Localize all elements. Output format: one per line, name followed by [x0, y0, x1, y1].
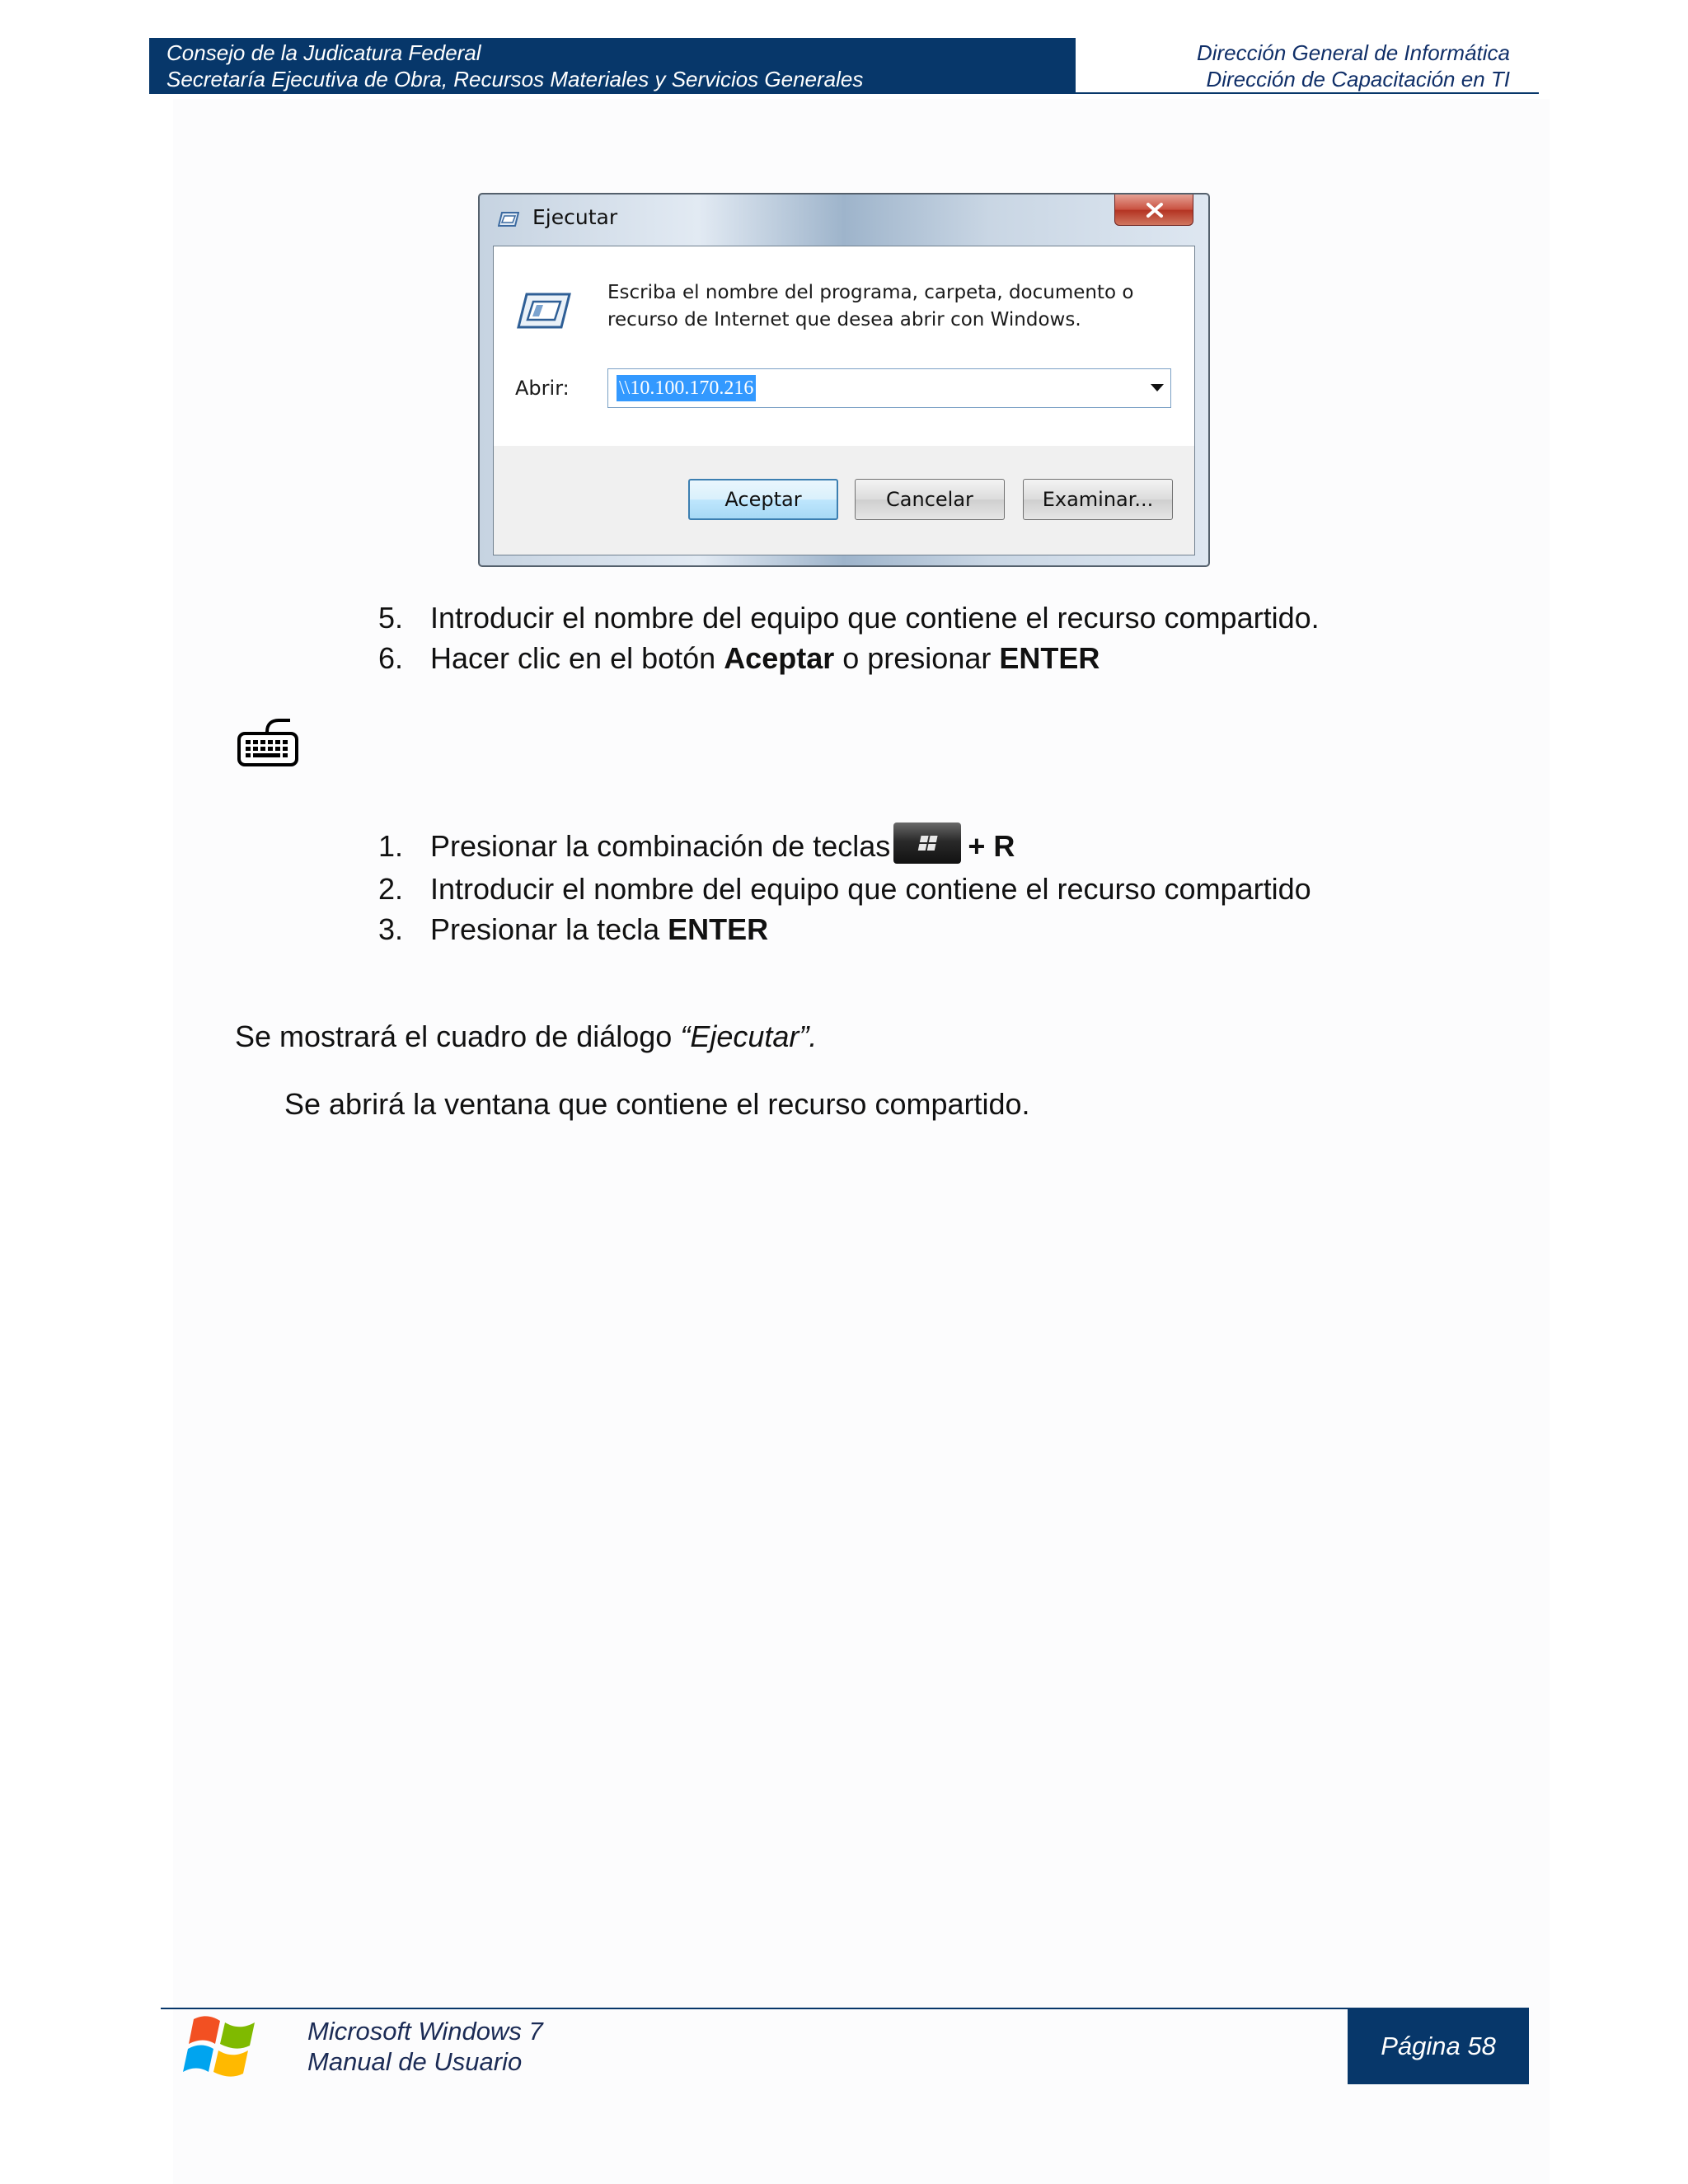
header-left-banner — [149, 38, 1076, 92]
close-button[interactable] — [1114, 194, 1193, 226]
list-item — [378, 638, 1320, 678]
dialog-content-panel — [494, 246, 1194, 446]
keyboard-steps-list — [378, 826, 1311, 949]
dialog-description: Escriba el nombre del programa, carpeta, documento o recurso de Internet que desea abrir con Windows. — [607, 282, 1134, 330]
list-item — [378, 598, 1320, 638]
open-combobox[interactable] — [607, 368, 1171, 408]
step-bold-enter: ENTER — [668, 912, 769, 947]
list-item — [378, 826, 1311, 869]
footer-manual: Manual de Usuario — [307, 2047, 523, 2076]
page-number: Página 58 — [1348, 2008, 1529, 2084]
step-number: 1. — [378, 829, 404, 863]
list-item — [378, 869, 1311, 909]
step-bold-plus-r: + R — [968, 829, 1015, 863]
header-divider — [149, 92, 1539, 94]
header-right-block — [1076, 38, 1525, 92]
dialog-client-area — [493, 246, 1195, 555]
step-text: Introducir el nombre del equipo que contiene el recurso compartido — [430, 872, 1311, 907]
open-input-value[interactable]: \\10.100.170.216 — [617, 375, 756, 401]
browse-button[interactable]: Examinar... — [1023, 479, 1173, 520]
close-icon — [1115, 194, 1194, 226]
step-number: 6. — [378, 641, 404, 675]
windows-logo-icon — [182, 2011, 261, 2082]
step-text: Hacer clic en el botón — [430, 641, 724, 675]
run-icon — [498, 211, 519, 227]
step-number: 2. — [378, 872, 404, 907]
step-bold-enter: ENTER — [999, 641, 1100, 675]
footer-manual-title — [307, 2016, 543, 2077]
cancel-button[interactable]: Cancelar — [855, 479, 1005, 520]
accept-button[interactable]: Aceptar — [688, 479, 838, 520]
header-department: Dirección de Capacitación en TI — [1206, 67, 1510, 91]
mouse-steps-list — [378, 598, 1320, 678]
dialog-title: Ejecutar — [532, 205, 618, 229]
step-text: Introducir el nombre del equipo que contiene el recurso compartido. — [430, 601, 1320, 635]
keyboard-icon — [236, 715, 300, 768]
step-text: Presionar la tecla — [430, 912, 668, 947]
windows-key-icon — [893, 823, 961, 864]
header-org-name: Consejo de la Judicatura Federal — [166, 40, 481, 65]
window-opens-paragraph: Se abrirá la ventana que contiene el recurso compartido. — [284, 1087, 1030, 1121]
footer-product: Microsoft Windows 7 — [307, 2017, 543, 2046]
step-text: o presionar — [834, 641, 1000, 675]
list-item — [378, 909, 1311, 949]
paragraph-text: Se mostrará el cuadro de diálogo — [235, 1019, 681, 1053]
step-number: 5. — [378, 601, 404, 635]
step-bold-accept: Aceptar — [724, 641, 835, 675]
run-dialog — [478, 193, 1210, 567]
step-number: 3. — [378, 912, 404, 947]
dialog-titlebar — [480, 194, 1208, 246]
header-secretariat: Secretaría Ejecutiva de Obra, Recursos Materiales y Servicios Generales — [166, 67, 864, 91]
footer-divider — [161, 2008, 1529, 2009]
paragraph-italic-text: “Ejecutar”. — [680, 1019, 818, 1053]
dialog-shown-paragraph — [235, 1019, 817, 1055]
dropdown-arrow-icon[interactable] — [1151, 384, 1164, 391]
step-text: Presionar la combinación de teclas — [430, 829, 891, 863]
run-program-icon — [515, 291, 573, 332]
header-directorate: Dirección General de Informática — [1196, 40, 1510, 65]
open-label: Abrir: — [515, 377, 570, 400]
